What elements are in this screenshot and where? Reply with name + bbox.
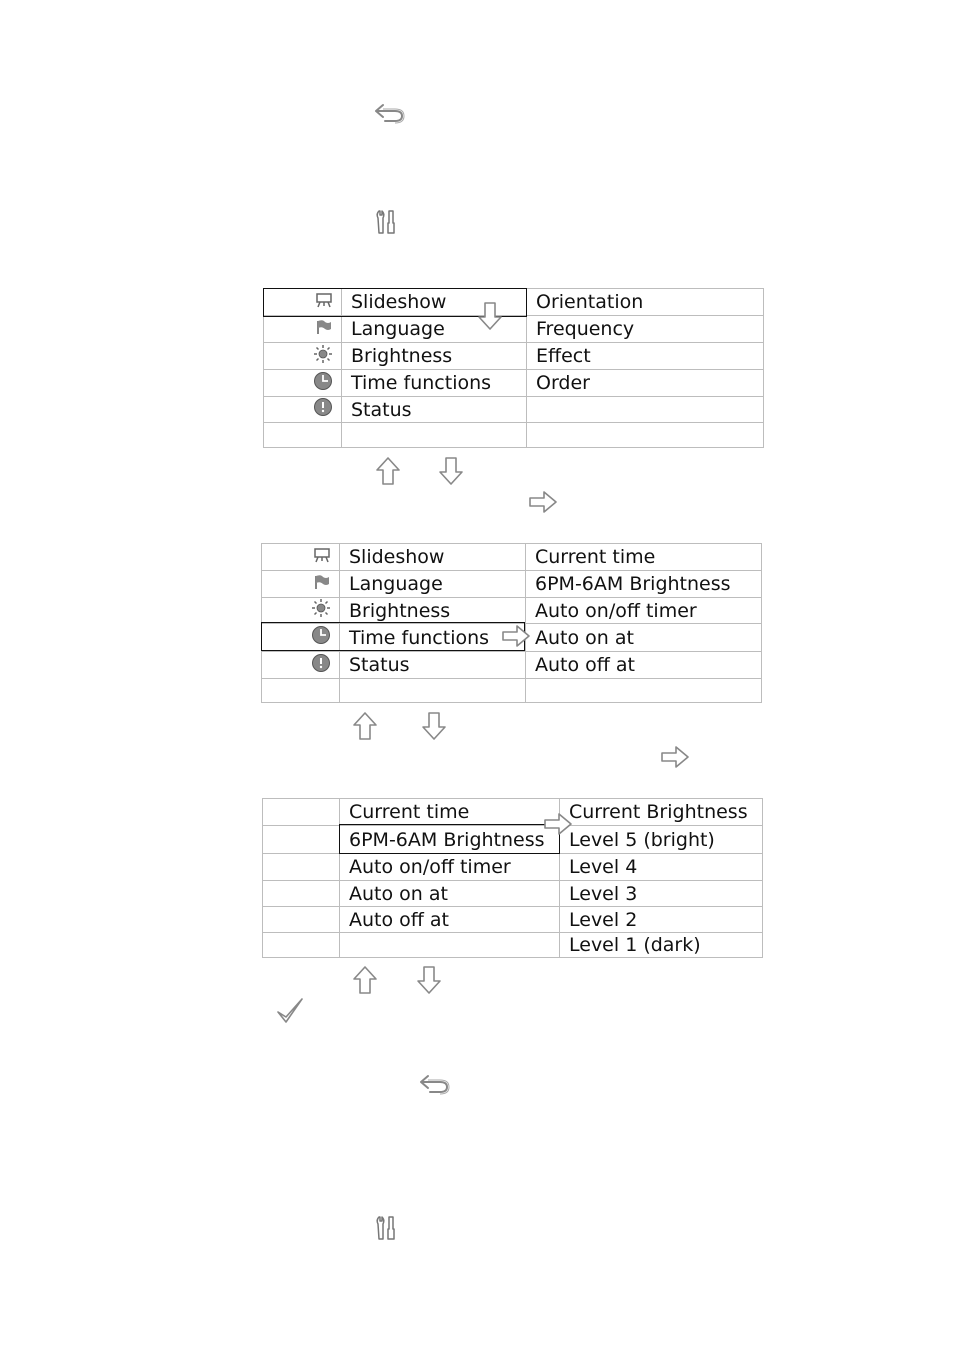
back-arrow-icon [418,1073,450,1095]
right-arrow-icon [543,812,573,836]
time-functions-clock-icon [311,625,331,650]
menu-item-slideshow[interactable]: Slideshow [342,289,527,316]
menu-table-time-functions [261,543,762,703]
down-arrow-icon [416,965,442,995]
menu-item-current-time[interactable]: Current time [340,799,560,826]
submenu-item-frequency[interactable]: Frequency [527,316,764,343]
right-arrow-icon [501,624,531,648]
submenu-item-night-brightness[interactable]: 6PM-6AM Brightness [526,571,762,598]
submenu-item-level-5[interactable]: Level 5 (bright) [560,826,763,854]
status-info-icon [313,397,333,422]
menu-item-brightness[interactable]: Brightness [342,343,527,370]
checkmark-icon [275,996,305,1026]
menu-item-status[interactable]: Status [342,397,527,423]
menu-table-night-brightness [262,798,763,958]
slideshow-icon [315,291,333,313]
menu-item-time-functions[interactable]: Time functions [340,624,526,652]
submenu-item-effect[interactable]: Effect [527,343,764,370]
slideshow-icon [313,546,331,568]
menu-item-auto-off-at[interactable]: Auto off at [340,907,560,933]
menu-item-language[interactable]: Language [340,571,526,598]
brightness-sun-icon [311,598,331,623]
right-arrow-icon [528,490,558,514]
setup-tools-icon [374,1215,398,1241]
submenu-item-level-2[interactable]: Level 2 [560,907,763,933]
submenu-item-level-4[interactable]: Level 4 [560,854,763,881]
submenu-item-order[interactable]: Order [527,370,764,397]
status-info-icon [311,653,331,678]
down-arrow-icon [477,300,503,332]
submenu-item-orientation[interactable]: Orientation [527,289,764,316]
up-arrow-icon [352,965,378,995]
time-functions-clock-icon [313,371,333,396]
menu-item-auto-on-at[interactable]: Auto on at [340,881,560,907]
menu-item-language[interactable]: Language [342,316,527,343]
menu-table-slideshow [263,288,764,448]
submenu-item-auto-off-at[interactable]: Auto off at [526,652,762,679]
brightness-sun-icon [313,344,333,369]
menu-item-night-brightness[interactable]: 6PM-6AM Brightness [340,826,560,854]
menu-item-brightness[interactable]: Brightness [340,598,526,624]
language-flag-icon [315,318,333,340]
down-arrow-icon [421,711,447,741]
up-arrow-icon [352,711,378,741]
submenu-item-level-3[interactable]: Level 3 [560,881,763,907]
menu-item-time-functions[interactable]: Time functions [342,370,527,397]
submenu-item-auto-timer[interactable]: Auto on/off timer [526,598,762,624]
submenu-item-auto-on-at[interactable]: Auto on at [526,624,762,652]
submenu-item-current-brightness[interactable]: Current Brightness [560,799,763,826]
down-arrow-icon [438,456,464,486]
menu-item-slideshow[interactable]: Slideshow [340,544,526,571]
setup-tools-icon [374,209,398,235]
submenu-item-level-1[interactable]: Level 1 (dark) [560,933,763,958]
language-flag-icon [313,573,331,595]
submenu-item-current-time[interactable]: Current time [526,544,762,571]
right-arrow-icon [660,745,690,769]
menu-item-auto-timer[interactable]: Auto on/off timer [340,854,560,881]
back-arrow-icon [373,102,405,124]
up-arrow-icon [375,456,401,486]
menu-item-status[interactable]: Status [340,652,526,679]
